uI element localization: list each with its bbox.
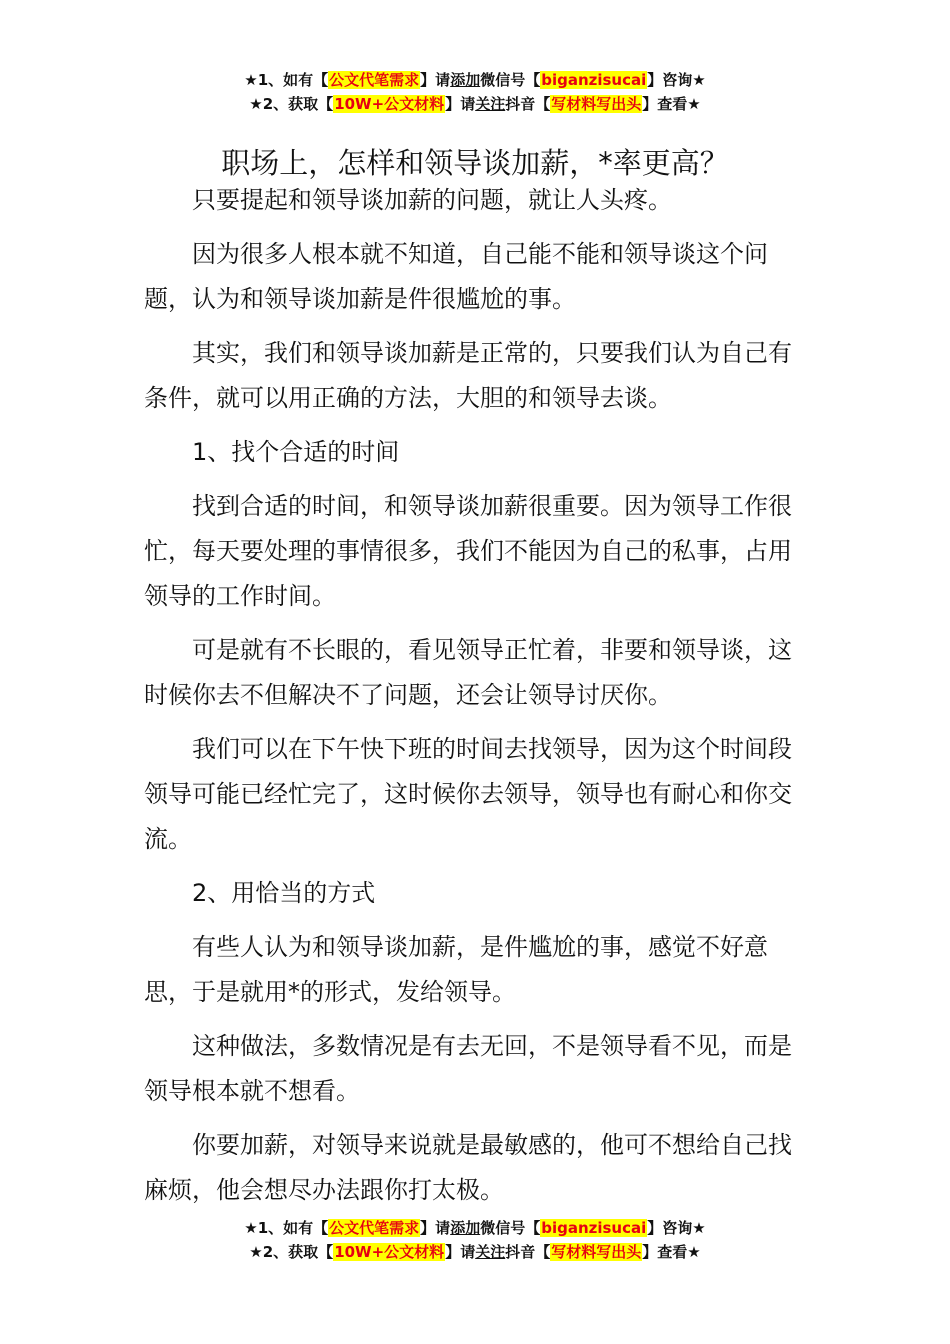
promo-highlight: 10W+公文材料	[334, 1243, 445, 1261]
section-heading: 2、用恰当的方式	[192, 879, 376, 907]
promo-banner-bottom	[0, 1216, 950, 1264]
paragraph: 只要提起和领导谈加薪的问题，就让人头疼。	[192, 186, 672, 214]
promo-text: ★2、获取【	[249, 1243, 334, 1261]
promo-text: 】咨询★	[647, 71, 706, 89]
paragraph: 我们可以在下午快下班的时间去找领导，因为这个时间段领导可能已经忙完了，这时候你去领导，领导也有耐心和你交流。	[144, 735, 792, 853]
promo-line-2	[0, 1240, 950, 1264]
promo-line-1	[0, 1216, 950, 1240]
promo-text: 抖音【	[505, 95, 551, 113]
promo-text: 】请	[445, 95, 476, 113]
promo-text: 】查看★	[642, 1243, 701, 1261]
promo-text: 】请	[420, 1219, 451, 1237]
paragraph: 有些人认为和领导谈加薪，是件尴尬的事，感觉不好意思，于是就用*的形式，发给领导。	[144, 933, 768, 1006]
paragraph: 这种做法，多数情况是有去无回，不是领导看不见，而是领导根本就不想看。	[144, 1032, 792, 1105]
promo-highlight: 10W+公文材料	[334, 95, 445, 113]
promo-text: 微信号【	[480, 71, 541, 89]
paragraph: 可是就有不长眼的，看见领导正忙着，非要和领导谈，这时候你去不但解决不了问题，还会让领导讨厌你。	[144, 636, 792, 709]
paragraph: 找到合适的时间，和领导谈加薪很重要。因为领导工作很忙，每天要处理的事情很多，我们不能因为自己的私事，占用领导的工作时间。	[144, 492, 792, 610]
promo-highlight: 公文代笔需求	[329, 1219, 420, 1237]
wechat-id-highlight: biganzisucai	[541, 1219, 647, 1237]
paragraph: 因为很多人根本就不知道，自己能不能和领导谈这个问题，认为和领导谈加薪是件很尴尬的事。	[144, 240, 768, 313]
promo-text: 】请	[445, 1243, 476, 1261]
douyin-id-highlight: 写材料写出头	[551, 1243, 642, 1261]
promo-text: 微信号【	[480, 1219, 541, 1237]
document-title: 职场上，怎样和领导谈加薪，*率更高？	[221, 146, 729, 181]
promo-text: 】查看★	[642, 95, 701, 113]
promo-text: 】请	[420, 71, 451, 89]
promo-underlined: 关注	[475, 1243, 506, 1261]
promo-banner-top	[0, 68, 950, 116]
wechat-id-highlight: biganzisucai	[541, 71, 647, 89]
promo-highlight: 公文代笔需求	[329, 71, 420, 89]
promo-text: ★2、获取【	[249, 95, 334, 113]
douyin-id-highlight: 写材料写出头	[551, 95, 642, 113]
paragraph: 其实，我们和领导谈加薪是正常的，只要我们认为自己有条件，就可以用正确的方法，大胆的和领导去谈。	[144, 339, 792, 412]
paragraph: 你要加薪，对领导来说就是最敏感的，他可不想给自己找麻烦，他会想尽办法跟你打太极。	[144, 1131, 792, 1204]
promo-text: 抖音【	[505, 1243, 551, 1261]
promo-line-1	[0, 68, 950, 92]
section-heading: 1、找个合适的时间	[192, 438, 400, 466]
promo-text: 】咨询★	[647, 1219, 706, 1237]
promo-text: ★1、如有【	[244, 1219, 329, 1237]
promo-underlined: 添加	[450, 71, 481, 89]
document-body	[144, 178, 814, 1222]
promo-text: ★1、如有【	[244, 71, 329, 89]
promo-line-2	[0, 92, 950, 116]
promo-underlined: 关注	[475, 95, 506, 113]
promo-underlined: 添加	[450, 1219, 481, 1237]
